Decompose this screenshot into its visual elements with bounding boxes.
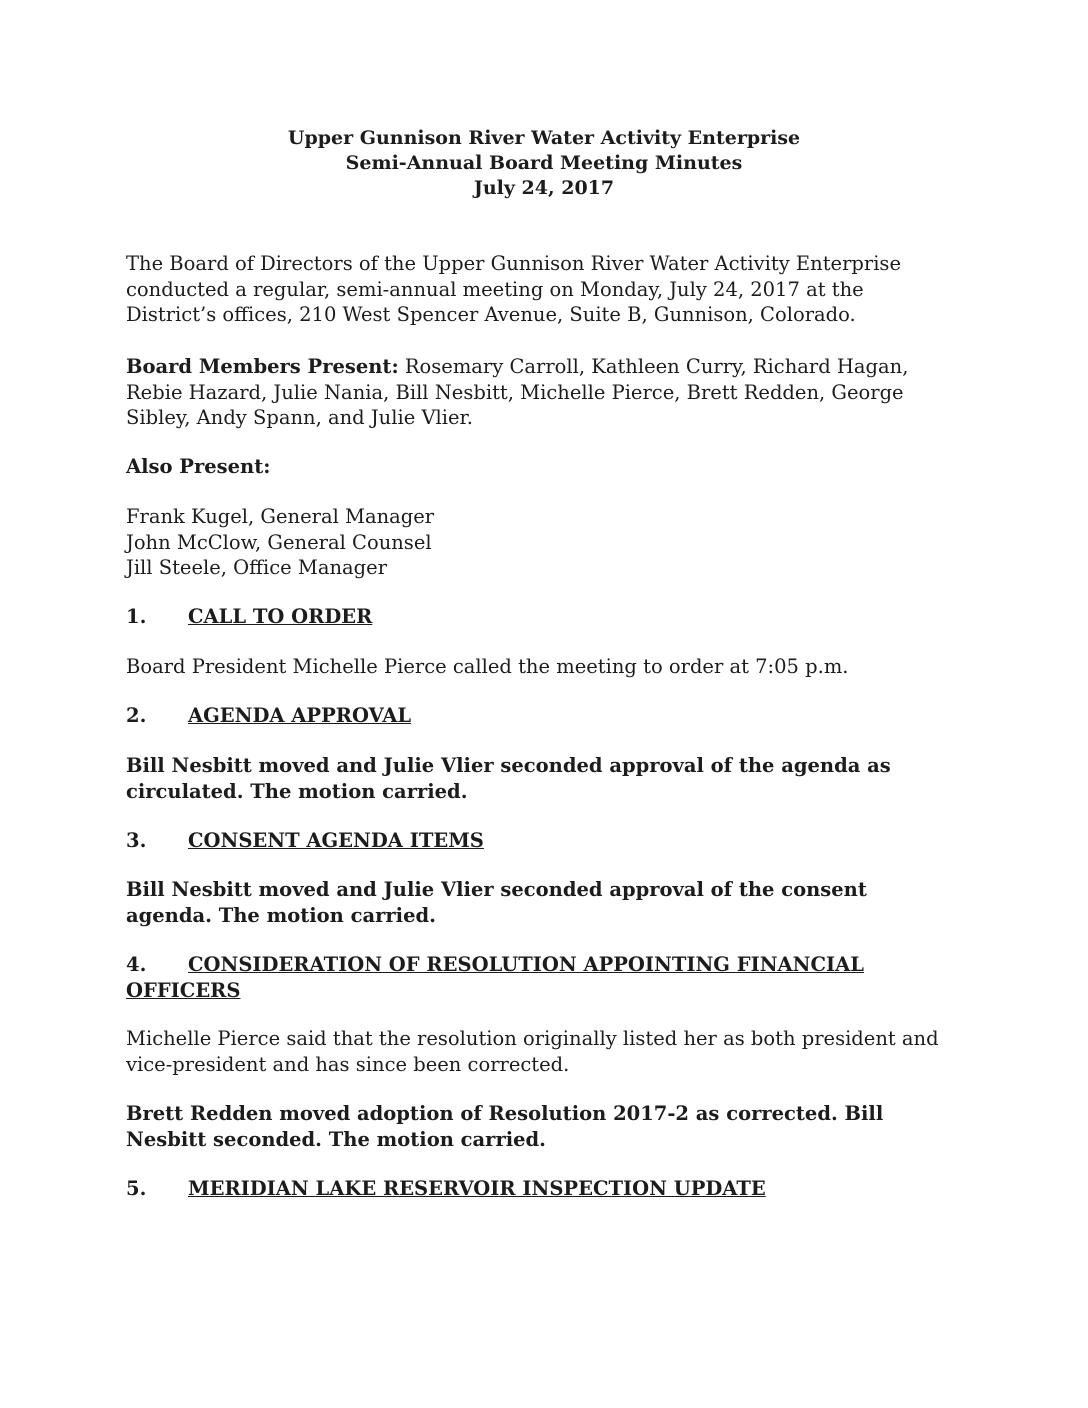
attendee: Jill Steele, Office Manager [126, 556, 388, 579]
section-title: CONSIDERATION OF RESOLUTION APPOINTING FINANCIAL OFFICERS [126, 953, 864, 1002]
section-number: 5. [126, 1177, 147, 1200]
section-4-body [126, 1026, 956, 1077]
intro-paragraph [126, 251, 956, 328]
section-2-motion [126, 753, 956, 804]
board-members-section [126, 354, 956, 431]
section-2-heading [126, 703, 956, 729]
motion-text: Bill Nesbitt moved and Julie Vlier seconded approval of the agenda as circulated. The motion carried. [126, 754, 891, 803]
section-4-heading [126, 952, 956, 1003]
title-date: July 24, 2017 [473, 177, 615, 199]
motion-text: Bill Nesbitt moved and Julie Vlier seconded approval of the consent agenda. The motion carried. [126, 878, 867, 927]
document-title [0, 126, 1088, 201]
also-present-list [126, 504, 956, 581]
section-text: Board President Michelle Pierce called the meeting to order at 7:05 p.m. [126, 655, 849, 678]
motion-text: Brett Redden moved adoption of Resolution 2017-2 as corrected. Bill Nesbitt seconded. The motion carried. [126, 1102, 884, 1151]
attendee: Frank Kugel, General Manager [126, 505, 435, 528]
section-number: 4. [126, 953, 147, 976]
section-title: CALL TO ORDER [188, 605, 373, 628]
board-members-names: Rosemary Carroll, Kathleen Curry, Richard Hagan, Rebie Hazard, Julie Nania, Bill Nesbitt, Michelle Pierce, Brett Redden, George Sibley, Andy Spann, and Julie Vlier. [126, 355, 909, 429]
board-members-label: Board Members Present: [126, 355, 399, 378]
section-number: 2. [126, 704, 147, 727]
section-1-body [126, 654, 956, 680]
section-title: CONSENT AGENDA ITEMS [188, 829, 484, 852]
section-3-heading [126, 828, 956, 854]
section-1-heading [126, 604, 956, 630]
attendee: John McClow, General Counsel [126, 530, 432, 554]
section-title: MERIDIAN LAKE RESERVOIR INSPECTION UPDATE [188, 1177, 766, 1200]
title-organization: Upper Gunnison River Water Activity Enterprise [287, 127, 801, 149]
section-number: 1. [126, 605, 147, 628]
intro-text: The Board of Directors of the Upper Gunnison River Water Activity Enterprise conducted a regular, semi-annual meeting on Monday, July 24, 2017 at the District’s offices, 210 West Spencer Avenue, Suite B, Gunnison, Colorado. [126, 252, 901, 326]
section-5-heading [126, 1176, 956, 1202]
section-3-motion [126, 877, 956, 928]
also-present-section [126, 454, 956, 480]
section-title: AGENDA APPROVAL [188, 704, 412, 727]
also-present-label: Also Present: [126, 455, 271, 478]
section-4-motion [126, 1101, 956, 1152]
section-text: Michelle Pierce said that the resolution originally listed her as both president and vice-president and has since been corrected. [126, 1027, 939, 1076]
section-number: 3. [126, 829, 147, 852]
title-meeting-type: Semi-Annual Board Meeting Minutes [345, 152, 743, 174]
